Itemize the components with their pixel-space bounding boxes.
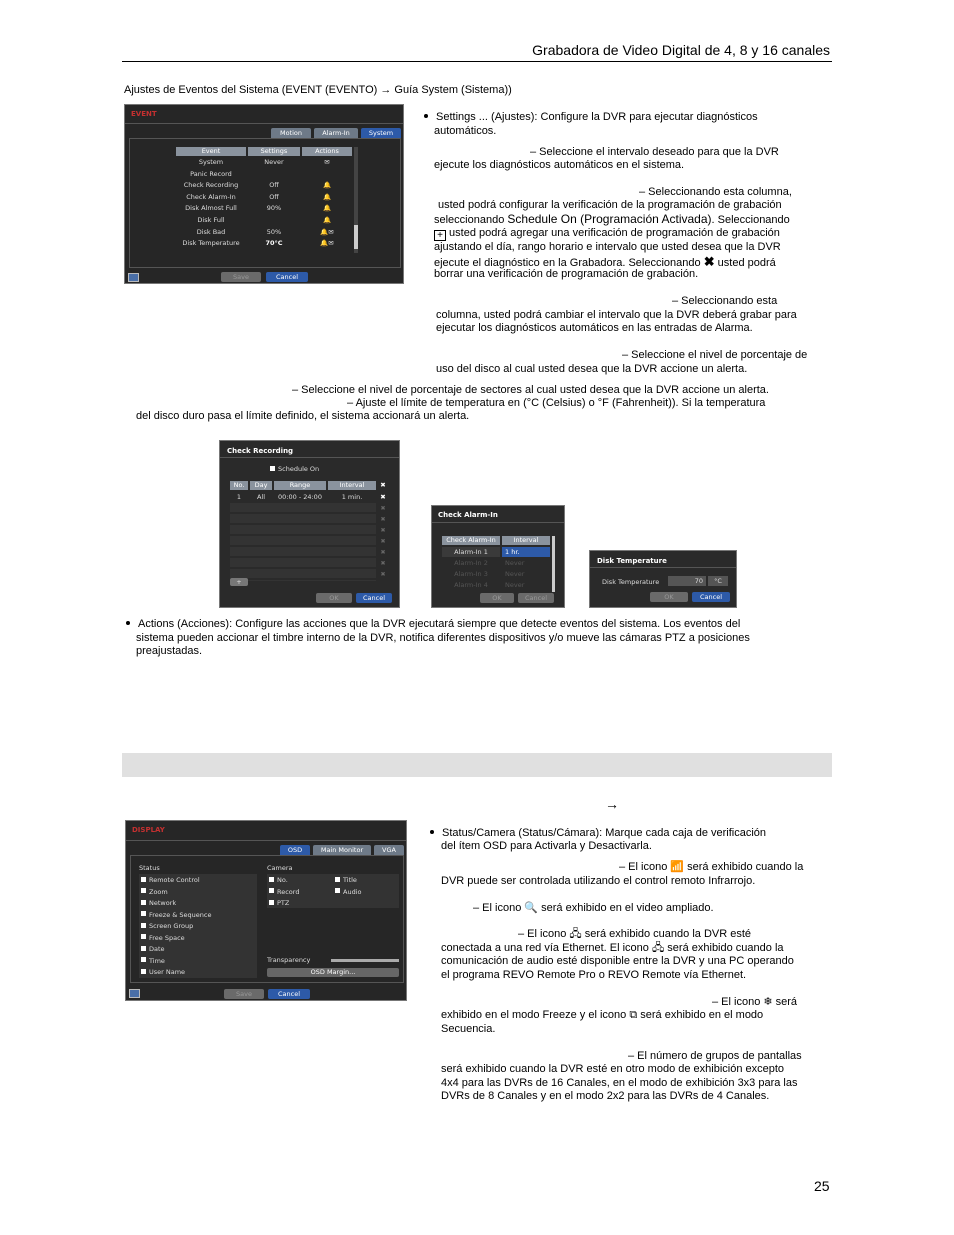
checkbox[interactable]: [269, 888, 274, 893]
table-row[interactable]: [176, 203, 352, 215]
section-caption: Ajustes de Eventos del Sistema (EVENT (EVENTO) → Guía System (Sistema)): [124, 84, 512, 96]
title-divider: [590, 567, 736, 568]
save-button[interactable]: Save: [224, 989, 264, 999]
alarm-name: Alarm-In 1: [442, 547, 500, 557]
network-desc-1: [518, 928, 751, 941]
table-row[interactable]: [230, 492, 390, 502]
title-divider: [126, 840, 406, 841]
checkbox-label: Zoom: [149, 887, 168, 896]
text-fragment: ejecute el diagnóstico en la Grabadora. Seleccionando: [434, 257, 704, 269]
status-zoom[interactable]: [141, 887, 257, 899]
checkbox-label: User Name: [149, 968, 186, 976]
checkbox[interactable]: [269, 877, 274, 882]
row-no: 1: [236, 493, 242, 501]
back-icon[interactable]: [128, 273, 139, 282]
event-setting[interactable]: 50%: [266, 227, 282, 236]
add-button[interactable]: +: [230, 578, 248, 586]
save-button[interactable]: Save: [221, 272, 261, 282]
table-row[interactable]: [176, 238, 352, 250]
ok-button[interactable]: OK: [480, 593, 514, 603]
text-fragment: será exhibido cuando la: [664, 942, 784, 954]
col-interval: Interval: [328, 481, 376, 490]
dialog-title: Check Recording: [227, 447, 294, 455]
event-name: Check Alarm-In: [186, 192, 236, 201]
network-desc-4: el programa REVO Remote Pro o REVO Remote vía Ethernet.: [441, 969, 747, 981]
text-fragment: usted podrá agregar una verificación de programación de grabación: [446, 227, 780, 239]
cancel-button[interactable]: Cancel: [518, 593, 554, 603]
checkbox[interactable]: [141, 911, 146, 916]
title-divider: [125, 123, 403, 124]
checkbox-label: Remote Control: [149, 876, 200, 884]
dialog-title: Check Alarm-In: [438, 511, 498, 519]
checkbox-label: Time: [149, 956, 165, 965]
screen-group-desc-2: será exhibido cuando la DVR esté en otro modo de exhibición excepto: [441, 1063, 785, 1075]
col-event: Event: [176, 147, 246, 156]
status-camera-bullet: [430, 827, 766, 840]
checkbox-label: Record: [277, 887, 300, 896]
event-rows: [176, 157, 352, 253]
check-rec-desc-1: – Seleccionando esta columna,: [639, 186, 792, 198]
checkbox-label: Date: [149, 945, 165, 953]
settings-desc-2: automáticos.: [434, 125, 497, 137]
checkbox-label: Free Space: [149, 933, 185, 942]
event-name: Disk Bad: [196, 227, 226, 236]
transparency-slider[interactable]: [331, 959, 399, 962]
dialog-title: Disk Temperature: [597, 557, 667, 565]
check-rec-desc-4: [434, 227, 780, 241]
cancel-button[interactable]: Cancel: [266, 272, 308, 282]
table-row[interactable]: [442, 569, 550, 579]
status-time[interactable]: [141, 956, 257, 968]
remote-signal-icon: 📶: [670, 861, 685, 873]
text-fragment: – El icono: [473, 902, 525, 914]
camera-col-right: [335, 875, 361, 898]
checkbox[interactable]: [141, 900, 146, 905]
cancel-button[interactable]: Cancel: [692, 592, 730, 602]
screen-group-desc-3: 4x4 para las DVRs de 16 Canales, en el modo de exhibición 3x3 para las: [441, 1077, 798, 1089]
actions-desc-1: Configure las acciones que la DVR ejecutará siempre que detecte eventos del sistema. Los eventos del: [232, 618, 741, 630]
actions-desc-3: preajustadas.: [136, 645, 203, 657]
event-name: Disk Full: [197, 216, 225, 224]
camera-label: Camera: [267, 864, 293, 872]
tab-content-panel: [129, 138, 401, 268]
almost-full-desc-1: – Seleccione el nivel de porcentaje de: [622, 349, 808, 361]
text-fragment: será exhibido en el video ampliado.: [538, 902, 714, 914]
text-fragment: seleccionando: [434, 214, 508, 226]
camera-col-left: [269, 875, 299, 910]
checkbox[interactable]: [335, 877, 340, 882]
event-setting[interactable]: 70°C: [265, 239, 283, 248]
disk-temp-desc-2: del disco duro pasa el límite definido, el sistema accionará un alerta.: [136, 410, 470, 422]
row-day[interactable]: All: [256, 493, 266, 501]
status-screen-group[interactable]: [141, 921, 257, 933]
col-actions: Actions: [302, 147, 352, 156]
osd-margin-button[interactable]: OSD Margin...: [267, 968, 399, 977]
checkbox-label: Freeze & Sequence: [149, 910, 212, 919]
bell-email-icon[interactable]: 🔔✉: [320, 239, 334, 248]
bell-icon[interactable]: 🔔: [322, 204, 332, 213]
status-remote-control[interactable]: [141, 875, 257, 887]
table-row[interactable]: [176, 227, 352, 239]
bell-icon[interactable]: 🔔: [322, 216, 332, 224]
alarm-desc-3: ejecutar los diagnósticos automáticos en las entradas de Alarma.: [436, 322, 753, 334]
scrollbar[interactable]: [354, 147, 358, 253]
event-name: Check Recording: [183, 181, 239, 190]
camera-list: [267, 874, 399, 908]
col-settings: Settings: [248, 147, 300, 156]
checkbox-label: Audio: [343, 887, 362, 896]
display-title: DISPLAY: [132, 826, 165, 834]
status-camera-heading: Status/Camera (Status/Cámara):: [442, 827, 603, 839]
checkbox-box[interactable]: [270, 466, 275, 471]
ok-button[interactable]: OK: [316, 593, 352, 603]
settings-heading: Settings ... (Ajustes):: [436, 111, 538, 123]
alarm-name: Alarm-In 3: [454, 570, 488, 578]
alarm-name: Alarm-In 4: [454, 581, 488, 589]
table-row[interactable]: [176, 169, 352, 181]
checkbox[interactable]: [141, 969, 146, 974]
checkbox[interactable]: [141, 923, 146, 928]
status-camera-desc-1: Marque cada caja de verificación: [602, 827, 767, 839]
checkbox[interactable]: [141, 957, 146, 962]
alarm-interval[interactable]: Never: [505, 581, 525, 589]
text-fragment: exhibido en el modo Freeze y el icono: [441, 1009, 630, 1021]
header-rule: [122, 61, 832, 62]
checkbox[interactable]: [141, 934, 146, 939]
event-setting[interactable]: Off: [269, 181, 279, 190]
check-rec-desc-3: [434, 213, 790, 227]
status-network[interactable]: [141, 898, 257, 910]
checkbox-label: No.: [277, 876, 288, 884]
table-row[interactable]: [176, 180, 352, 192]
event-title: EVENT: [131, 110, 157, 118]
check-recording-dialog: [219, 440, 400, 608]
bullet-dot: [424, 114, 428, 118]
title-divider: [220, 457, 399, 458]
disk-temp-label: Disk Temperature: [602, 578, 660, 586]
checkbox[interactable]: [269, 900, 274, 905]
checkbox[interactable]: [141, 946, 146, 951]
text-fragment: será exhibido cuando la: [684, 861, 804, 873]
bullet-dot: [430, 830, 434, 834]
schedule-on-label: Schedule On (Programación Activada): [507, 212, 712, 226]
event-setting[interactable]: [248, 169, 300, 181]
back-icon[interactable]: [129, 989, 140, 998]
display-arrow: →: [605, 796, 619, 812]
event-name: System: [198, 158, 224, 166]
check-alarm-in-dialog: [431, 505, 565, 608]
camera-record[interactable]: [269, 887, 299, 899]
disk-temp-desc-1: – Ajuste el límite de temperatura en (°C (Celsius) o °F (Fahrenheit)). Si la temperatura: [347, 397, 766, 409]
row-interval[interactable]: 1 min.: [341, 493, 363, 501]
col-range: Range: [274, 481, 326, 490]
checkbox-label: Network: [149, 899, 177, 907]
status-camera-desc-2: del ítem OSD para Activarla y Desactivarla.: [441, 840, 652, 852]
text-fragment: . Seleccionando: [711, 214, 790, 226]
schedule-table: [230, 481, 390, 593]
check-rec-desc-7: borrar una verificación de programación de grabación.: [434, 268, 699, 280]
table-row[interactable]: [176, 192, 352, 204]
table-row[interactable]: [176, 215, 352, 227]
network-desc-3: comunicación de audio esté disponible entre la DVR y una PC operando: [441, 955, 794, 967]
event-name: Disk Temperature: [182, 239, 240, 248]
camera-title[interactable]: [335, 875, 361, 887]
text-fragment: – El icono: [518, 928, 570, 940]
checkbox[interactable]: [141, 877, 146, 882]
check-rec-desc-2: usted podrá configurar la verificación de la programación de grabación: [438, 199, 782, 211]
add-icon: +: [434, 230, 446, 241]
tab-osd[interactable]: OSD: [280, 845, 310, 855]
text-fragment: será: [772, 996, 798, 1008]
checkbox[interactable]: [335, 888, 340, 893]
settings-bullet: [424, 111, 824, 124]
table-row[interactable]: [442, 558, 550, 568]
display-screenshot: [125, 820, 407, 1001]
system-desc-1: – Seleccione el intervalo deseado para que la DVR: [530, 146, 779, 158]
freeze-icon: ❄: [763, 996, 773, 1008]
status-list: [139, 874, 257, 978]
network-desc-2: [441, 942, 784, 955]
col-day: Day: [250, 481, 272, 490]
status-label: Status: [139, 864, 160, 872]
tab-alarm-in[interactable]: Alarm-In: [314, 128, 358, 138]
zoom-icon: 🔍: [524, 902, 539, 914]
camera-audio[interactable]: [335, 887, 361, 899]
screen-group-desc-1: – El número de grupos de pantallas: [628, 1050, 802, 1062]
section-heading-band: [122, 753, 832, 777]
text-fragment: será exhibido en el modo: [637, 1009, 764, 1021]
cancel-button[interactable]: Cancel: [268, 989, 310, 999]
delete-icon: ✖: [703, 254, 715, 269]
audio-network-icon: 🖧: [651, 942, 665, 954]
zoom-desc: [473, 902, 714, 915]
network-icon: 🖧: [569, 928, 582, 940]
camera-ptz[interactable]: [269, 898, 299, 910]
empty-row-delete-icons: ✖ ✖ ✖ ✖ ✖ ✖ ✖: [380, 505, 386, 578]
alarm-desc-2: columna, usted podrá cambiar el intervalo que la DVR deberá grabar para: [436, 309, 797, 321]
sequence-icon: ⧉: [629, 1009, 638, 1021]
bell-email-icon[interactable]: 🔔✉: [320, 227, 334, 236]
running-header: Grabadora de Video Digital de 4, 8 y 16 canales: [532, 42, 830, 58]
checkbox-label: Screen Group: [149, 922, 194, 930]
tab-system[interactable]: System: [361, 128, 401, 138]
alarm-interval[interactable]: Never: [505, 559, 525, 567]
tab-motion[interactable]: Motion: [271, 128, 311, 138]
event-setting[interactable]: Off: [269, 192, 279, 201]
col-interval: Interval: [502, 536, 550, 545]
bell-icon[interactable]: 🔔: [322, 192, 332, 201]
empty-rows: [230, 503, 376, 581]
table-row[interactable]: [442, 547, 550, 557]
tab-main-monitor[interactable]: Main Monitor: [313, 845, 371, 855]
status-date[interactable]: [141, 944, 257, 956]
title-divider: [432, 522, 564, 523]
camera-no[interactable]: [269, 875, 299, 887]
checkbox-label: Title: [343, 876, 357, 884]
check-rec-desc-5: ajustando el día, rango horario e intervalo que usted desea que la DVR: [434, 241, 781, 253]
status-user-name[interactable]: [141, 967, 257, 979]
freeze-desc-2: [441, 1009, 763, 1022]
freeze-desc-1: [712, 996, 797, 1009]
event-name: Panic Record: [190, 169, 232, 178]
checkbox-label: PTZ: [277, 899, 290, 907]
alarm-name: Alarm-In 2: [454, 559, 488, 567]
row-range[interactable]: 00:00 - 24:00: [278, 493, 322, 501]
event-setting[interactable]: [248, 215, 300, 227]
bell-icon[interactable]: 🔔: [322, 181, 332, 190]
cancel-button[interactable]: Cancel: [356, 593, 392, 603]
actions-heading: Actions (Acciones):: [138, 618, 233, 630]
page-number: 25: [814, 1178, 830, 1194]
event-screenshot: [124, 104, 404, 284]
status-freeze-sequence[interactable]: [141, 910, 257, 922]
email-icon[interactable]: ✉: [324, 158, 330, 166]
disk-temperature-dialog: [589, 550, 737, 608]
event-setting[interactable]: 90%: [266, 204, 282, 213]
text-fragment: será exhibido cuando la DVR esté: [581, 928, 752, 940]
alarm-interval[interactable]: 1 hr.: [502, 547, 550, 557]
event-name: Disk Almost Full: [185, 204, 237, 213]
remote-control-desc-1: [619, 861, 803, 874]
alarm-interval[interactable]: Never: [505, 570, 525, 578]
settings-desc: Configure la DVR para ejecutar diagnósticos: [537, 111, 758, 123]
screen-group-desc-4: DVRs de 8 Canales y en el modo 2x2 para las DVRs de 4 Canales.: [441, 1090, 770, 1102]
table-row[interactable]: [442, 580, 550, 590]
system-desc-2: ejecute los diagnósticos automáticos en el sistema.: [434, 159, 685, 171]
table-row[interactable]: [176, 157, 352, 169]
actions-bullet: [126, 618, 740, 631]
freeze-desc-3: Secuencia.: [441, 1023, 496, 1035]
disk-bad-desc: – Seleccione el nivel de porcentaje de sectores al cual usted desea que la DVR accione un alerta.: [292, 384, 769, 396]
scrollbar[interactable]: [552, 536, 555, 592]
text-fragment: usted podrá: [714, 257, 776, 269]
tab-vga[interactable]: VGA: [374, 845, 404, 855]
checkbox-label: Schedule On: [278, 465, 320, 473]
delete-icon[interactable]: ✖: [380, 481, 386, 489]
text-fragment: – El icono: [712, 996, 764, 1008]
remote-control-desc-2: DVR puede ser controlada utilizando el control remoto Infrarrojo.: [441, 875, 756, 887]
col-no: No.: [230, 481, 248, 490]
actions-desc-2: sistema pueden accionar el timbre interno de la DVR, notifica diferentes dispositivos y/o mueve las cámaras PTZ a posiciones: [136, 632, 750, 644]
tab-content-panel: [130, 855, 404, 983]
scrollbar-thumb[interactable]: [354, 225, 358, 249]
alarm-table: [442, 536, 554, 592]
row-delete-icon[interactable]: ✖: [380, 493, 386, 501]
almost-full-desc-2: uso del disco al cual usted desea que la DVR accione un alerta.: [436, 363, 748, 375]
bullet-dot: [126, 621, 130, 625]
col-check-alarm-in: Check Alarm-In: [442, 536, 500, 545]
disk-temp-value[interactable]: 70: [668, 576, 706, 586]
text-fragment: – El icono: [619, 861, 671, 873]
schedule-on-checkbox[interactable]: [270, 465, 319, 473]
ok-button[interactable]: OK: [650, 592, 688, 602]
text-fragment: conectada a una red vía Ethernet. El icono: [441, 942, 652, 954]
event-setting[interactable]: Never: [264, 158, 284, 166]
alarm-desc-1: – Seleccionando esta: [672, 295, 778, 307]
status-free-space[interactable]: [141, 933, 257, 945]
disk-temp-unit[interactable]: °C: [708, 576, 728, 586]
transparency-label: Transparency: [267, 956, 311, 964]
event-table: [176, 147, 358, 253]
checkbox[interactable]: [141, 888, 146, 893]
